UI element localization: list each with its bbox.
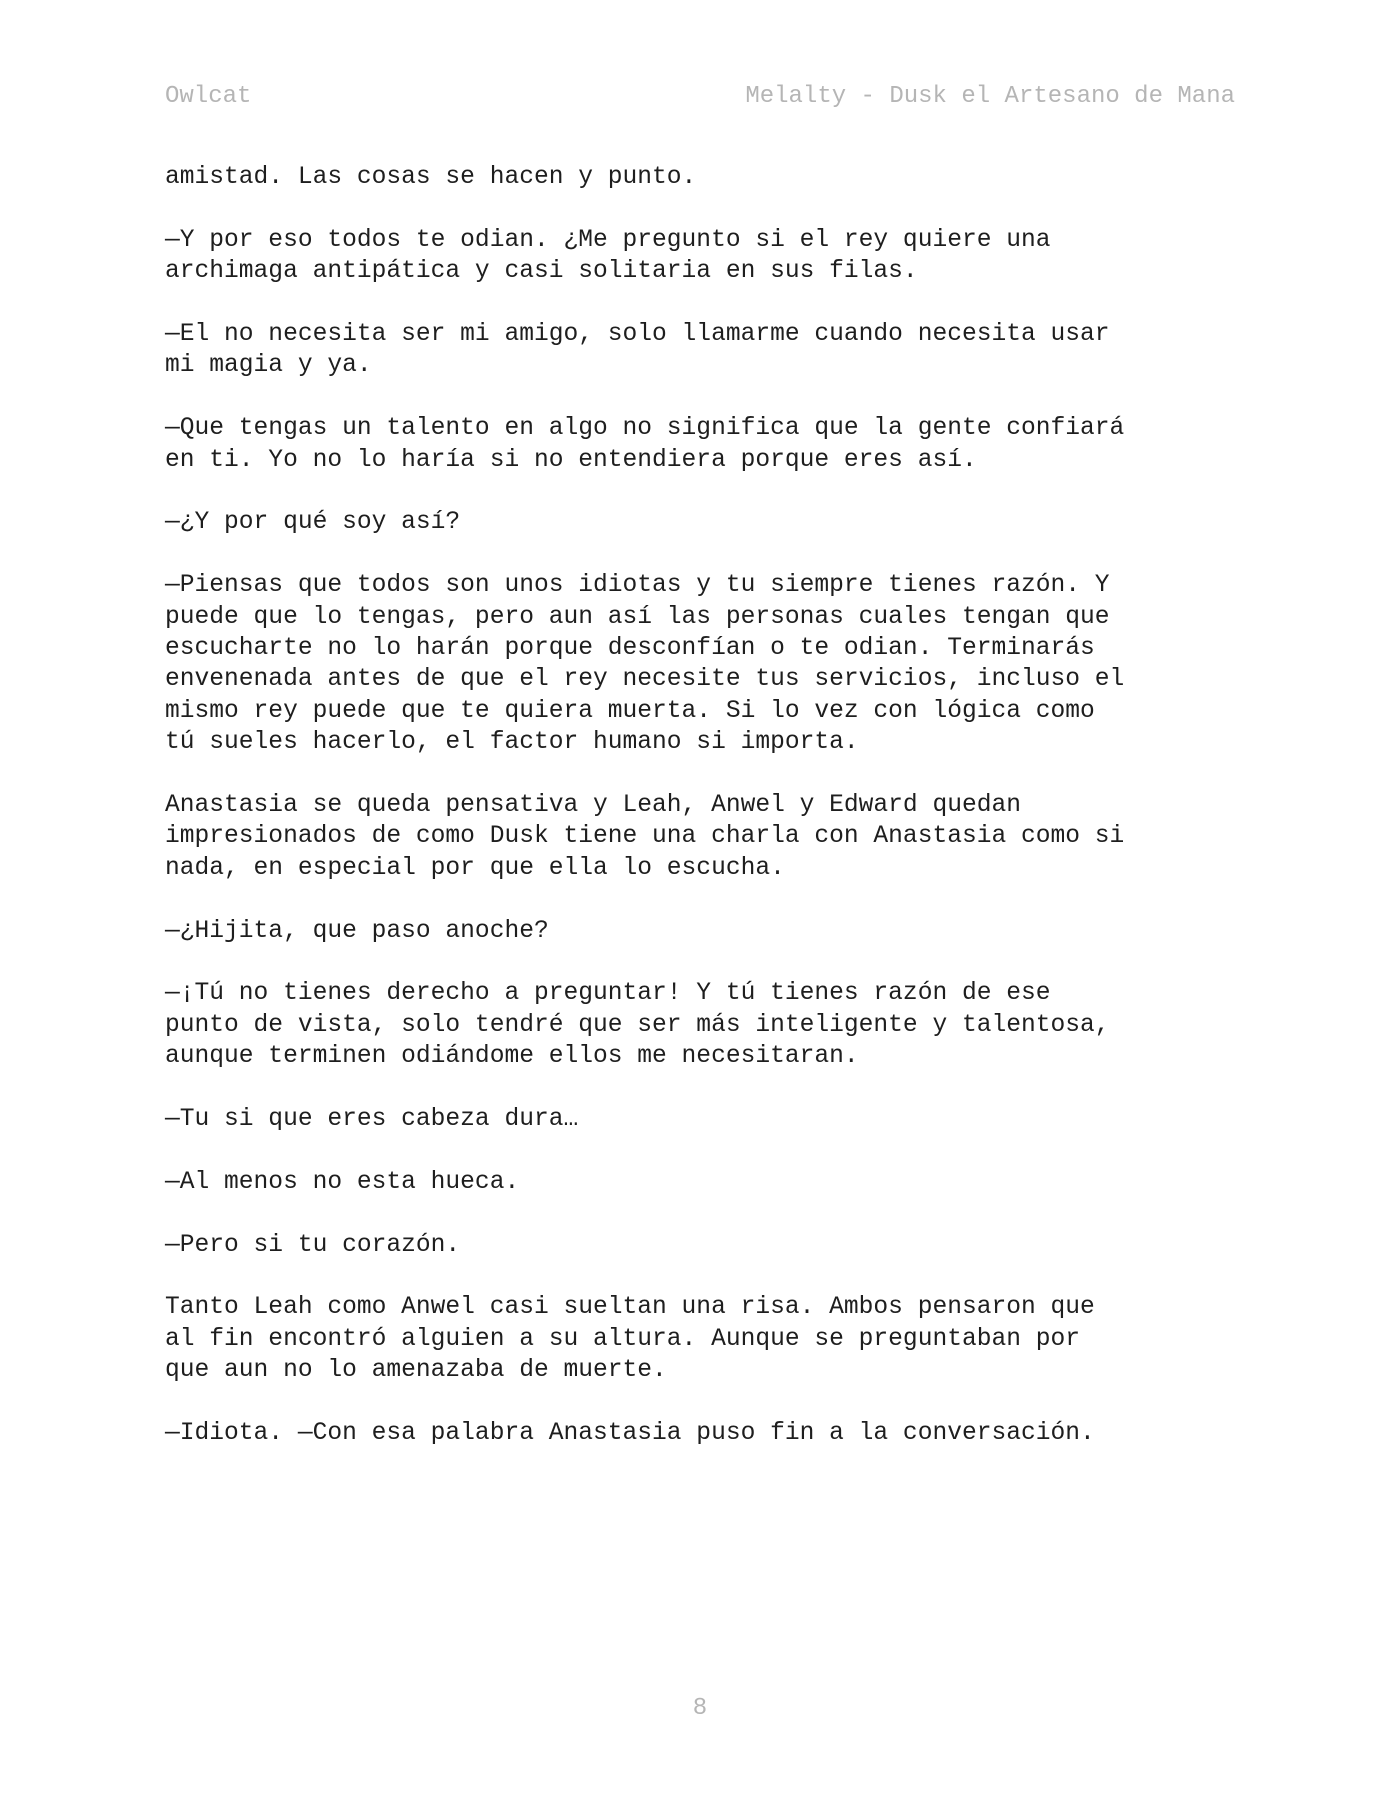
paragraph: —El no necesita ser mi amigo, solo llamarme cuando necesita usar mi magia y ya. (165, 321, 1110, 380)
paragraph: —¿Hijita, que paso anoche? (165, 917, 549, 945)
paragraph: —Tu si que eres cabeza dura… (165, 1106, 579, 1134)
header-author: Owlcat (165, 83, 252, 110)
paragraph: —Que tengas un talento en algo no significa que la gente confiará en ti. Yo no lo haría si no entendiera porque eres así. (165, 415, 1125, 474)
page-footer (0, 1692, 1400, 1726)
paragraph: amistad. Las cosas se hacen y punto. (165, 164, 697, 191)
page-body (165, 162, 1255, 1481)
paragraph: Anastasia se queda pensativa y Leah, Anwel y Edward quedan impresionados de como Dusk tiene una charla con Anastasia como si nada, en especial por que ella lo escucha. (165, 792, 1125, 882)
paragraph: —¡Tú no tienes derecho a preguntar! Y tú tienes razón de ese punto de vista, solo tendré que ser más inteligente y talentosa, aunque terminen odiándome ellos me necesitaran. (165, 980, 1110, 1071)
paragraph: —Piensas que todos son unos idiotas y tu siempre tienes razón. Y puede que lo tengas, pero aun así las personas cuales tengan que escucharte no lo harán porque desconfían o te odian. Terminarás envenenada antes de que el rey necesite tus servicios, incluso el mismo rey puede que te quiera muerta. Si lo vez con lógica como tú sueles hacerlo, el factor humano si importa. (165, 572, 1125, 757)
header-book-title: Melalty - Dusk el Artesano de Mana (745, 83, 1235, 110)
paragraph: —Idiota. —Con esa palabra Anastasia puso fin a la conversación. (165, 1420, 1095, 1448)
paragraph: —Al menos no esta hueca. (165, 1168, 520, 1196)
paragraph: Tanto Leah como Anwel casi sueltan una risa. Ambos pensaron que al fin encontró alguien a su altura. Aunque se preguntaban por que aun no lo amenazaba de muerte. (165, 1294, 1095, 1385)
paragraph: —Pero si tu corazón. (165, 1231, 461, 1259)
paragraph: —¿Y por qué soy así? (165, 509, 461, 537)
page-header (165, 80, 1235, 120)
paragraph: —Y por eso todos te odian. ¿Me pregunto si el rey quiere una archimaga antipática y casi solitaria en sus filas. (165, 226, 1051, 286)
page-number: 8 (692, 1695, 708, 1722)
